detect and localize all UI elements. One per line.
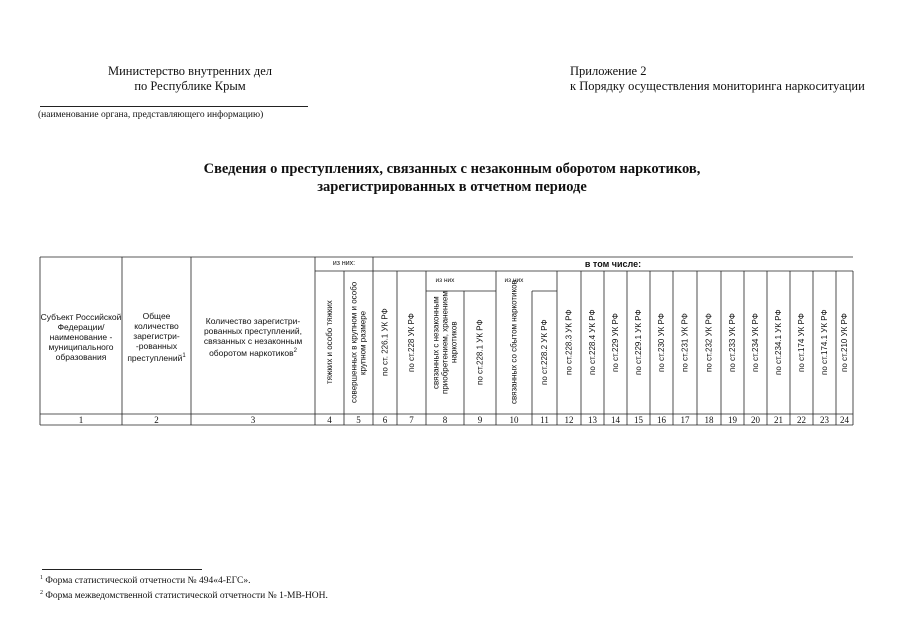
subgroup-header-iz-nih-2: из них [504, 277, 524, 285]
footnote-ref-1: 1 [182, 353, 186, 360]
column-number-4: 4 [327, 414, 332, 425]
footnote-1-mark: 1 [40, 575, 43, 581]
column-number-3: 3 [250, 414, 256, 425]
header-total-crimes [122, 257, 191, 417]
column-number-15: 15 [634, 414, 643, 425]
column-number-17: 17 [680, 414, 690, 425]
vertical-header-col-14: по ст.229 УК РФ [611, 313, 620, 372]
appendix-line-1: Приложение 2 [570, 64, 647, 78]
vertical-header-col-20: по ст.234 УК РФ [751, 313, 760, 372]
title-line-1: Сведения о преступлениях, связанных с незаконным оборотом наркотиков, [203, 161, 701, 177]
group-header-v-tom-chisle: в том числе: [584, 259, 642, 269]
vertical-header-col-19: по ст.233 УК РФ [728, 313, 737, 372]
column-number-22: 22 [797, 414, 806, 425]
vertical-header-col-5: совершенных в крупном и особо крупном размере [349, 281, 368, 404]
group-header-iz-nih: из них: [332, 260, 356, 267]
header-drug-crimes [191, 257, 315, 417]
column-number-10: 10 [509, 414, 519, 425]
title-line-2: зарегистрированных в отчетном периоде [317, 179, 587, 195]
footnote-2 [40, 590, 328, 601]
vertical-header-col-18: по ст.232 УК РФ [704, 313, 714, 372]
column-number-23: 23 [820, 414, 829, 425]
vertical-header-col-22: по ст.174 УК РФ [797, 313, 806, 372]
column-number-6: 6 [382, 414, 388, 425]
vertical-header-col-13: по ст.228.4 УК РФ [588, 309, 597, 376]
organization-line-1: Министерство внутренних дел [107, 64, 273, 78]
footnote-ref-2: 2 [293, 348, 297, 355]
column-number-13: 13 [588, 414, 597, 425]
organization-line-2: по Республике Крым [134, 79, 246, 93]
column-number-21: 21 [774, 414, 783, 425]
vertical-header-col-17: по ст.231 УК РФ [680, 313, 690, 372]
column-number-1: 1 [78, 414, 84, 425]
vertical-header-col-15: по ст.229.1 УК РФ [634, 309, 643, 376]
vertical-header-col-8: связанных с незаконным приобретением, хранением наркотиков [431, 291, 459, 394]
footnote-1 [40, 575, 251, 586]
footnote-separator [42, 569, 202, 570]
vertical-header-col-16: по ст.230 УК РФ [657, 313, 666, 372]
vertical-header-col-7: по ст.228 УК РФ [407, 313, 416, 372]
header-subject-text: Субъект Российской Федерации/ наименование - муниципального образования [40, 312, 122, 362]
footnote-2-text: Форма межведомственной статистической отчетности № 1-МВ-НОН. [45, 591, 328, 602]
vertical-header-col-4: тяжких и особо тяжких [325, 300, 334, 385]
column-number-11: 11 [540, 414, 549, 425]
subgroup-header-iz-nih-1: из них [435, 277, 455, 285]
column-number-16: 16 [657, 414, 666, 425]
vertical-header-col-12: по ст.228.3 УК РФ [564, 309, 574, 376]
column-number-19: 19 [728, 414, 737, 425]
column-number-20: 20 [751, 414, 760, 425]
column-number-2: 2 [154, 414, 159, 425]
column-number-12: 12 [564, 414, 574, 425]
vertical-header-col-11: по ст.228.2 УК РФ [540, 319, 549, 386]
column-number-9: 9 [477, 414, 483, 425]
footnote-1-text: Форма статистической отчетности № 494«4-ЕГС». [45, 576, 251, 587]
appendix-line-2: к Порядку осуществления мониторинга наркоситуации [570, 79, 865, 93]
vertical-header-col-6: по ст. 226.1 УК РФ [380, 308, 390, 377]
header-drug-crimes-text: Количество зарегистри- рованных преступлений, связанных с незаконным оборотом наркотиков [203, 316, 303, 358]
organization-caption: (наименование органа, представляющего информацию) [38, 110, 264, 120]
header-total-crimes-text: Общее количество зарегистри- -рованных преступлений [127, 311, 183, 363]
column-number-5: 5 [356, 414, 361, 425]
column-number-8: 8 [442, 414, 448, 425]
vertical-header-col-21: по ст.234.1 УК РФ [774, 309, 783, 376]
vertical-header-col-9: по ст.228.1 УК РФ [475, 319, 485, 386]
column-number-7: 7 [409, 414, 414, 425]
column-number-24: 24 [840, 414, 849, 425]
vertical-header-col-23: по ст.174.1 УК РФ [820, 309, 829, 376]
vertical-header-col-24: по ст.210 УК РФ [840, 313, 849, 372]
footnote-2-mark: 2 [40, 590, 43, 596]
column-number-18: 18 [704, 414, 714, 425]
header-subject [40, 257, 122, 417]
column-number-14: 14 [611, 414, 620, 425]
vertical-header-col-10: связанных со сбытом наркотиков [509, 280, 519, 405]
